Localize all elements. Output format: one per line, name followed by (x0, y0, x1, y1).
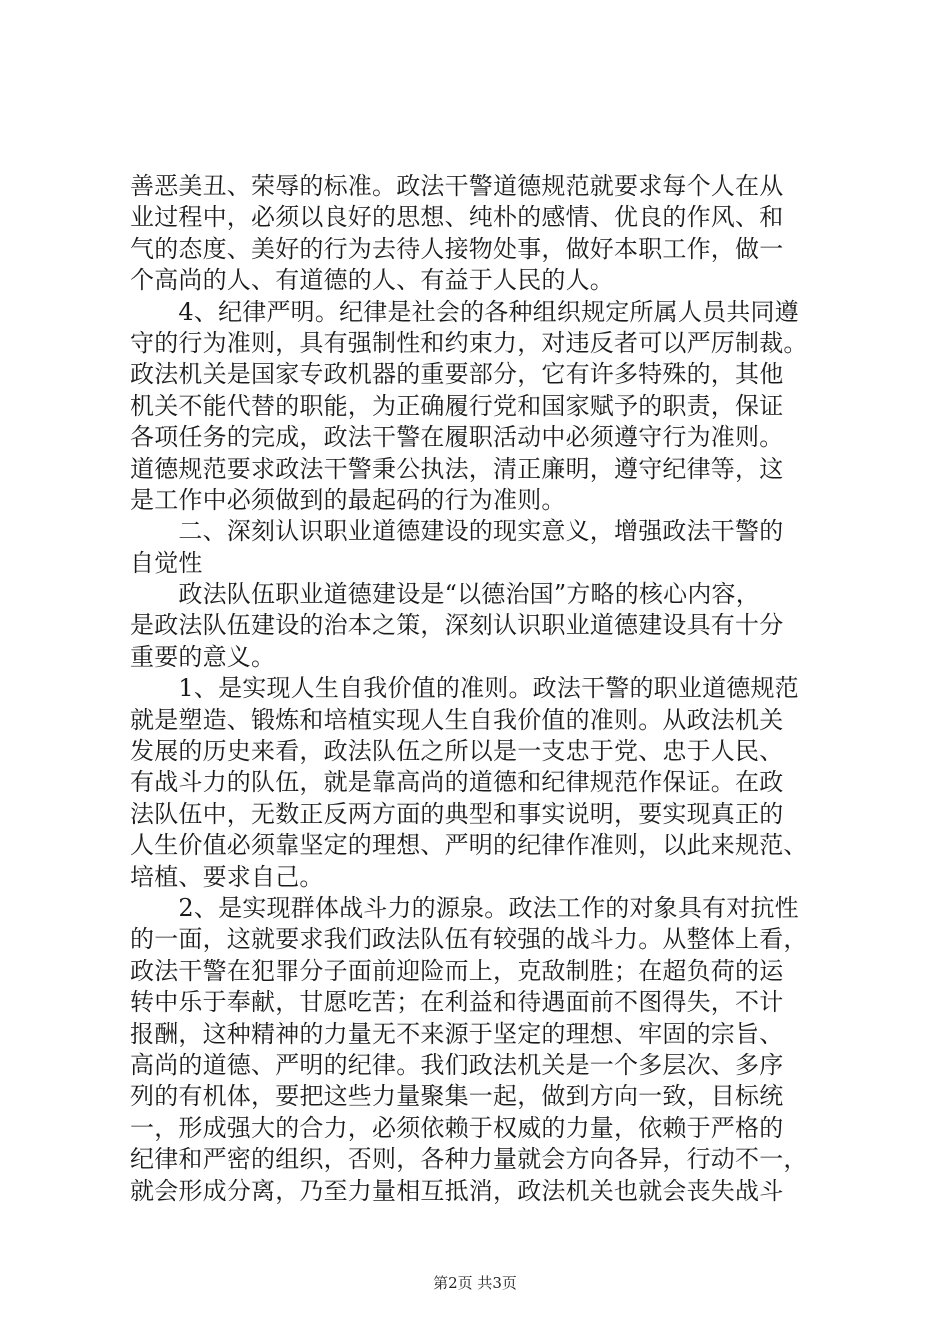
text-line: 发展的历史来看，政法队伍之所以是一支忠于党、忠于人民、 (130, 737, 784, 766)
text-line: 列的有机体，要把这些力量聚集一起，做到方向一致，目标统 (130, 1082, 784, 1111)
text-line: 机关不能代替的职能，为正确履行党和国家赋予的职责，保证 (130, 391, 784, 420)
text-line: 重要的意义。 (130, 642, 276, 671)
text-line: 守的行为准则，具有强制性和约束力，对违反者可以严厉制裁。 (130, 328, 808, 357)
text-line: 培植、要求自己。 (130, 862, 324, 891)
text-line: 政法队伍职业道德建设是“以德治国”方略的核心内容， (130, 580, 760, 609)
text-line: 2、是实现群体战斗力的源泉。政法工作的对象具有对抗性 (130, 893, 799, 922)
text-line: 就是塑造、锻炼和培植实现人生自我价值的准则。从政法机关 (130, 705, 784, 734)
text-line: 善恶美丑、荣辱的标准。政法干警道德规范就要求每个人在从 (130, 172, 784, 200)
page-footer: 第2页 共3页 (433, 1274, 517, 1292)
text-line: 政法干警在犯罪分子面前迎险而上，克敌制胜；在超负荷的运 (130, 956, 784, 985)
text-line: 法队伍中，无数正反两方面的典型和事实说明，要实现真正的 (130, 799, 784, 828)
text-line: 道德规范要求政法干警秉公执法，清正廉明，遵守纪律等，这 (130, 454, 784, 483)
text-line: 人生价值必须靠坚定的理想、严明的纪律作准则，以此来规范、 (130, 831, 808, 860)
text-line: 是政法队伍建设的治本之策，深刻认识职业道德建设具有十分 (130, 611, 784, 640)
text-line: 气的态度、美好的行为去待人接物处事，做好本职工作，做一 (130, 234, 784, 263)
text-line: 转中乐于奉献，甘愿吃苦；在利益和待遇面前不图得失，不计 (130, 988, 784, 1017)
text-line: 一，形成强大的合力，必须依赖于权威的力量，依赖于严格的 (130, 1113, 784, 1142)
text-line: 高尚的道德、严明的纪律。我们政法机关是一个多层次、多序 (130, 1050, 784, 1079)
text-line: 自觉性 (130, 548, 203, 577)
text-line: 政法机关是国家专政机器的重要部分，它有许多特殊的，其他 (130, 360, 784, 389)
text-line: 个高尚的人、有道德的人、有益于人民的人。 (130, 266, 614, 295)
text-line: 业过程中，必须以良好的思想、纯朴的感情、优良的作风、和 (130, 203, 784, 232)
text-line: 是工作中必须做到的最起码的行为准则。 (130, 485, 566, 514)
text-line: 二、深刻认识职业道德建设的现实意义，增强政法干警的 (130, 517, 784, 546)
document-body (130, 171, 830, 1207)
text-line: 就会形成分离，乃至力量相互抵消，政法机关也就会丧失战斗 (130, 1176, 784, 1205)
text-line: 报酬，这种精神的力量无不来源于坚定的理想、牢固的宗旨、 (130, 1019, 784, 1048)
text-line: 4、纪律严明。纪律是社会的各种组织规定所属人员共同遵 (130, 297, 799, 326)
text-line: 纪律和严密的组织，否则，各种力量就会方向各异，行动不一， (130, 1145, 808, 1174)
text-line: 1、是实现人生自我价值的准则。政法干警的职业道德规范 (130, 674, 799, 703)
text-line: 各项任务的完成，政法干警在履职活动中必须遵守行为准则。 (130, 423, 784, 452)
text-line: 有战斗力的队伍，就是靠高尚的道德和纪律规范作保证。在政 (130, 768, 784, 797)
text-line: 的一面，这就要求我们政法队伍有较强的战斗力。从整体上看， (130, 925, 808, 954)
